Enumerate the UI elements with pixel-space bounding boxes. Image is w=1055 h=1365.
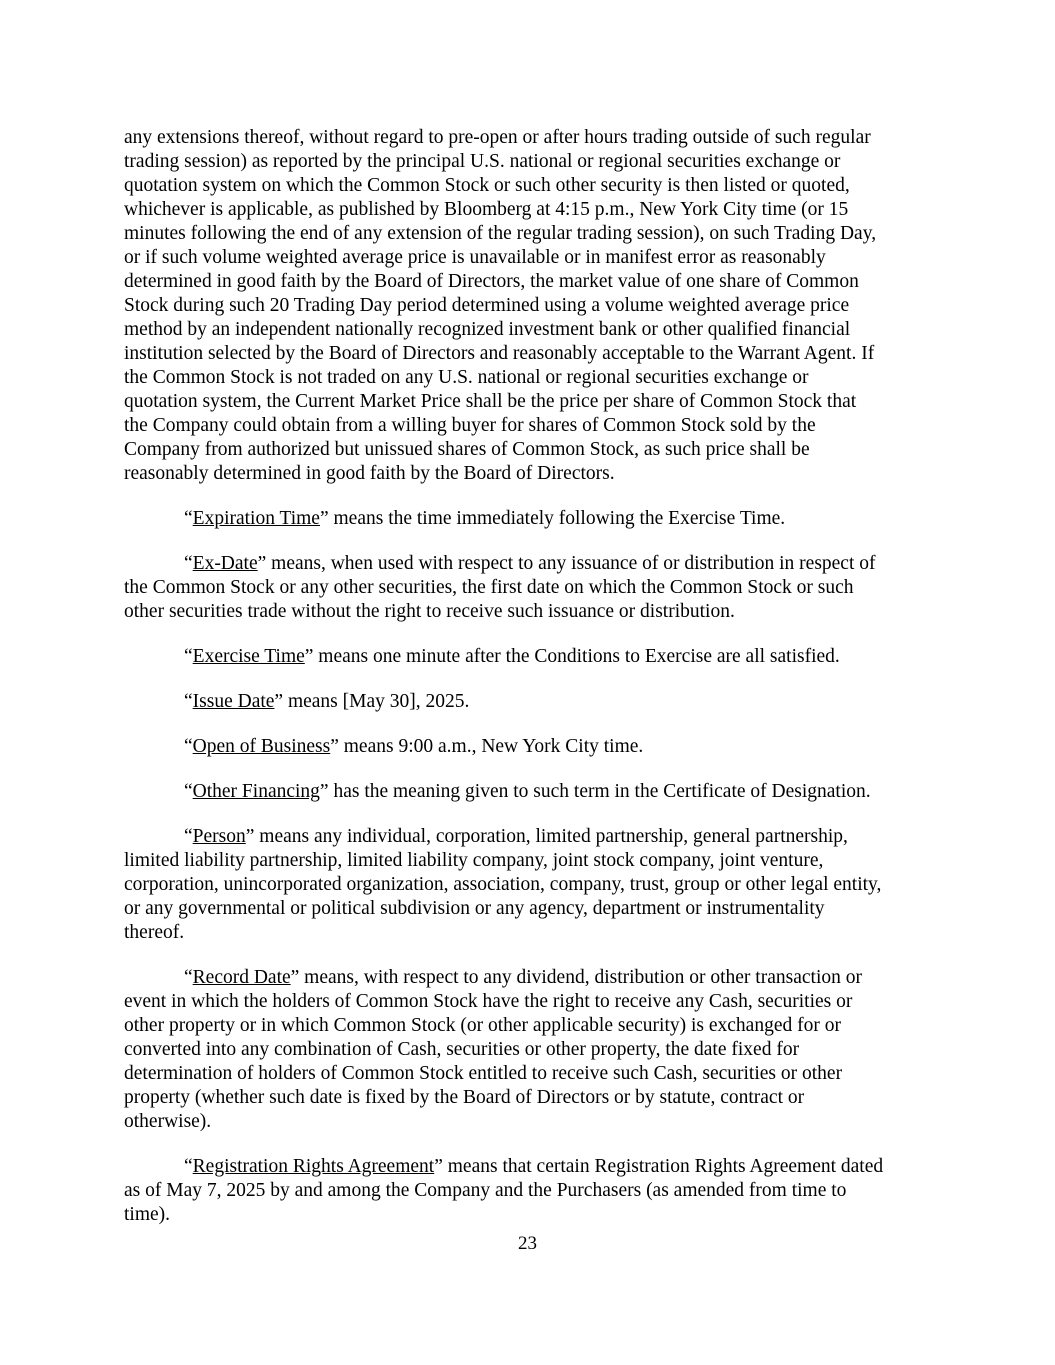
line-text: time). — [124, 1204, 171, 1225]
open-quote: “ — [184, 508, 193, 529]
text-line — [124, 294, 944, 318]
line-text: ” means 9:00 a.m., New York City time. — [330, 736, 644, 757]
text-line — [124, 507, 944, 531]
text-line — [124, 1014, 944, 1038]
text-line — [124, 849, 944, 873]
text-line — [124, 1179, 944, 1203]
definition-paragraph — [124, 1155, 944, 1227]
line-text: corporation, unincorporated organization, association, company, trust, group or other legal entity, — [124, 874, 882, 895]
open-quote: “ — [184, 826, 193, 847]
definition-paragraph — [124, 966, 944, 1134]
line-text: or if such volume weighted average price is unavailable or in manifest error as reasonably — [124, 247, 826, 268]
line-text: determination of holders of Common Stock entitled to receive such Cash, securities or other — [124, 1063, 843, 1084]
line-text: quotation system, the Current Market Price shall be the price per share of Common Stock that — [124, 391, 857, 412]
line-text: converted into any combination of Cash, securities or other property, the date fixed for — [124, 1039, 800, 1060]
definition-paragraph — [124, 645, 944, 669]
text-line — [124, 1155, 944, 1179]
defined-term: Expiration Time — [192, 508, 320, 529]
line-text: reasonably determined in good faith by the Board of Directors. — [124, 463, 615, 484]
text-line — [124, 1086, 944, 1110]
defined-term: Issue Date — [192, 691, 275, 712]
text-line — [124, 462, 944, 486]
open-quote: “ — [184, 646, 193, 667]
page-number: 23 — [518, 1233, 537, 1254]
line-text: other securities trade without the right to receive such issuance or distribution. — [124, 601, 735, 622]
text-line — [124, 825, 944, 849]
line-text: determined in good faith by the Board of Directors, the market value of one share of Common — [124, 271, 859, 292]
defined-term: Open of Business — [192, 736, 331, 757]
definition-paragraph — [124, 825, 944, 945]
text-line — [124, 1038, 944, 1062]
line-text: Company from authorized but unissued shares of Common Stock, as such price shall be — [124, 439, 810, 460]
line-text: institution selected by the Board of Directors and reasonably acceptable to the Warrant Agent. If — [124, 343, 875, 364]
text-line — [124, 246, 944, 270]
defined-term: Ex-Date — [192, 553, 258, 574]
text-line — [124, 735, 944, 759]
line-text: quotation system on which the Common Stock or such other security is then listed or quoted, — [124, 175, 850, 196]
document-body — [124, 126, 944, 1248]
line-text: ” has the meaning given to such term in the Certificate of Designation. — [319, 781, 871, 802]
text-line — [124, 270, 944, 294]
line-text: ” means, when used with respect to any issuance of or distribution in respect of — [257, 553, 876, 574]
text-line — [124, 897, 944, 921]
text-line — [124, 414, 944, 438]
line-text: trading session) as reported by the principal U.S. national or regional securities exchange or — [124, 151, 841, 172]
text-line — [124, 1110, 944, 1134]
definition-paragraph — [124, 552, 944, 624]
line-text: otherwise). — [124, 1111, 212, 1132]
text-line — [124, 576, 944, 600]
open-quote: “ — [184, 736, 193, 757]
line-text: ” means that certain Registration Rights Agreement dated — [434, 1156, 884, 1177]
line-text: property (whether such date is fixed by the Board of Directors or by statute, contract or — [124, 1087, 805, 1108]
text-line — [124, 318, 944, 342]
definition-paragraph — [124, 690, 944, 714]
line-text: other property or in which Common Stock (or other applicable security) is exchanged for or — [124, 1015, 841, 1036]
text-line — [124, 690, 944, 714]
text-line — [124, 966, 944, 990]
text-line — [124, 1062, 944, 1086]
line-text: Stock during such 20 Trading Day period determined using a volume weighted average price — [124, 295, 850, 316]
line-text: ” means the time immediately following the Exercise Time. — [319, 508, 786, 529]
definition-paragraph — [124, 735, 944, 759]
text-line — [124, 174, 944, 198]
open-quote: “ — [184, 967, 193, 988]
text-paragraph — [124, 126, 944, 486]
open-quote: “ — [184, 1156, 193, 1177]
line-text: the Common Stock is not traded on any U.S. national or regional securities exchange or — [124, 367, 809, 388]
line-text: or any governmental or political subdivision or any agency, department or instrumentality — [124, 898, 825, 919]
defined-term: Registration Rights Agreement — [192, 1156, 435, 1177]
defined-term: Exercise Time — [192, 646, 305, 667]
text-line — [124, 645, 944, 669]
line-text: thereof. — [124, 922, 185, 943]
line-text: ” means one minute after the Conditions to Exercise are all satisfied. — [304, 646, 840, 667]
text-line — [124, 390, 944, 414]
text-line — [124, 1203, 944, 1227]
text-line — [124, 366, 944, 390]
text-line — [124, 600, 944, 624]
defined-term: Record Date — [192, 967, 291, 988]
line-text: the Company could obtain from a willing buyer for shares of Common Stock sold by the — [124, 415, 816, 436]
text-line — [124, 552, 944, 576]
text-line — [124, 873, 944, 897]
text-line — [124, 222, 944, 246]
text-line — [124, 126, 944, 150]
text-line — [124, 198, 944, 222]
open-quote: “ — [184, 781, 193, 802]
text-line — [124, 150, 944, 174]
definition-paragraph — [124, 507, 944, 531]
line-text: limited liability partnership, limited liability company, joint stock company, joint venture, — [124, 850, 824, 871]
open-quote: “ — [184, 553, 193, 574]
text-line — [124, 780, 944, 804]
line-text: event in which the holders of Common Stock have the right to receive any Cash, securities or — [124, 991, 853, 1012]
line-text: whichever is applicable, as published by Bloomberg at 4:15 p.m., New York City time (or 15 — [124, 199, 849, 220]
defined-term: Person — [192, 826, 246, 847]
open-quote: “ — [184, 691, 193, 712]
defined-term: Other Financing — [192, 781, 320, 802]
text-line — [124, 921, 944, 945]
line-text: the Common Stock or any other securities, the first date on which the Common Stock or such — [124, 577, 854, 598]
line-text: minutes following the end of any extension of the regular trading session), on such Trading Day, — [124, 223, 877, 244]
text-line — [124, 438, 944, 462]
line-text: any extensions thereof, without regard to pre-open or after hours trading outside of such regular — [124, 127, 871, 148]
line-text: ” means [May 30], 2025. — [274, 691, 470, 712]
text-line — [124, 342, 944, 366]
line-text: ” means any individual, corporation, limited partnership, general partnership, — [245, 826, 848, 847]
line-text: method by an independent nationally recognized investment bank or other qualified financial — [124, 319, 851, 340]
definition-paragraph — [124, 780, 944, 804]
line-text: ” means, with respect to any dividend, distribution or other transaction or — [290, 967, 862, 988]
line-text: as of May 7, 2025 by and among the Company and the Purchasers (as amended from time to — [124, 1180, 847, 1201]
text-line — [124, 990, 944, 1014]
